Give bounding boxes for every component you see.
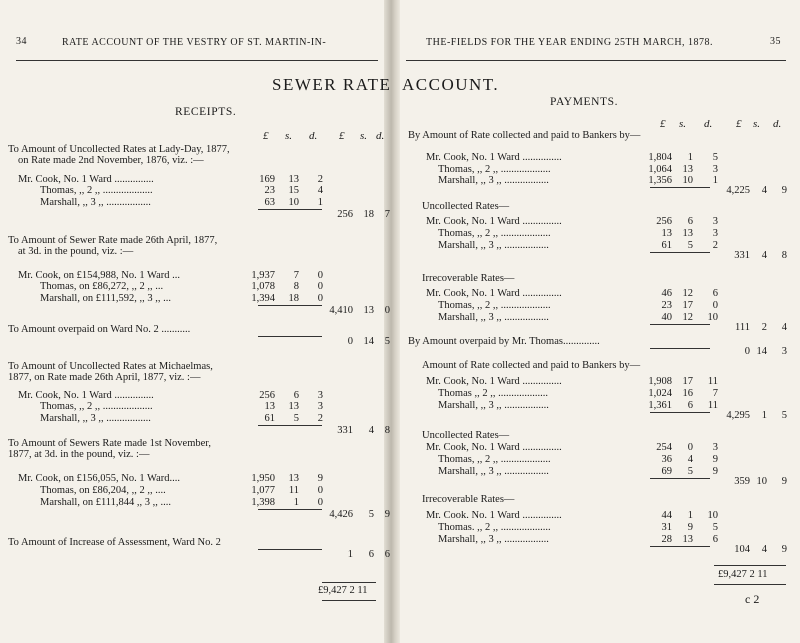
payments-subtotal-cell: 0 [744,346,750,357]
payments-subtotal-cell: 4,225 [726,185,750,196]
payments-amount-cell: 23 [661,300,672,311]
receipts-subtotal-cell: 0 [384,305,390,316]
receipts-subtotal-cell: 18 [363,209,374,220]
receipts-amount-cell: 23 [264,185,275,196]
receipts-amount-cell: 13 [288,401,299,412]
receipts-amount-cell: 9 [317,473,323,484]
receipts-currency-header: d. [376,130,385,142]
receipts-subtotal-cell: 331 [337,425,353,436]
receipts-amount-cell: 0 [317,293,323,304]
receipts-amount-cell: 1 [293,497,299,508]
payments-grand-total: £9,427 2 11 [718,569,768,580]
payments-amount-cell: 1,356 [648,175,672,186]
payments-line-text: Mr. Cook, No. 1 Ward ............... [426,216,562,227]
running-header-left: RATE ACCOUNT OF THE VESTRY OF ST. MARTIN-IN- [62,37,327,48]
receipts-currency-header: d. [309,130,318,142]
payments-amount-cell: 5 [687,466,693,477]
receipts-amount-cell: 4 [317,185,323,196]
payments-amount-cell: 1,804 [648,152,672,163]
payments-amount-cell: 6 [687,216,693,227]
receipts-currency-header: £ [263,130,269,142]
receipts-line-text: Mr. Cook, No. 1 Ward ............... [18,174,154,185]
receipts-heading: RECEIPTS. [175,106,237,118]
receipts-amount-cell: 11 [288,485,299,496]
payments-line-text: Thomas, ,, 2 ,, ................... [438,454,551,465]
payments-amount-cell: 10 [682,175,693,186]
payments-amount-cell: 69 [661,466,672,477]
payments-amount-cell: 12 [682,312,693,323]
receipts-line-text: Marshall, on £111,844 ,, 3 ,, .... [40,497,172,508]
payments-amount-cell: 5 [687,240,693,251]
receipts-amount-cell: 0 [317,485,323,496]
receipts-currency-header: £ [339,130,345,142]
receipts-amount-cell: 2 [317,174,323,185]
receipts-total-rule-bottom [322,600,376,601]
payments-amount-cell: 3 [712,442,718,453]
receipts-line-text: on Rate made 2nd November, 1876, viz. :— [18,155,204,166]
payments-subtotal-cell: 5 [781,410,787,421]
receipts-subtotal-rule [258,549,322,550]
receipts-amount-cell: 10 [288,197,299,208]
receipts-amount-cell: 6 [293,390,299,401]
page-number-right: 35 [770,36,781,47]
payments-line-text: Thomas, ,, 2 ,, ................... [438,164,551,175]
payments-amount-cell: 1,908 [648,376,672,387]
payments-line-text: Mr. Cook, No. 1 Ward ............... [426,152,562,163]
receipts-subtotal-cell: 6 [384,549,390,560]
receipts-grand-total: £9,427 2 11 [318,585,368,596]
payments-subtotal-rule [650,412,710,413]
receipts-amount-cell: 13 [288,473,299,484]
receipts-subtotal-rule [258,305,322,306]
payments-amount-cell: 16 [682,388,693,399]
receipts-line-text: at 3d. in the pound, viz. :— [18,246,134,257]
receipts-line-text: Mr. Cook, on £154,988, No. 1 Ward ... [18,270,181,281]
receipts-amount-cell: 1,937 [251,270,275,281]
header-rule-right [406,60,786,61]
payments-subtotal-cell: 9 [781,476,787,487]
payments-subtotal-rule [650,187,710,188]
receipts-line-text: Marshall, ,, 3 ,, ................. [40,197,151,208]
payments-amount-cell: 13 [682,534,693,545]
receipts-currency-header: s. [285,130,293,142]
payments-subtotal-cell: 8 [781,250,787,261]
receipts-amount-cell: 5 [293,413,299,424]
payments-amount-cell: 11 [707,376,718,387]
payments-subtotal-cell: 359 [734,476,750,487]
receipts-amount-cell: 1,398 [251,497,275,508]
receipts-amount-cell: 0 [317,497,323,508]
payments-subtotal-cell: 111 [735,322,750,333]
receipts-subtotal-rule [258,425,322,426]
receipts-line-text: Mr. Cook, No. 1 Ward ............... [18,390,154,401]
receipts-line-text: Thomas, on £86,272, ,, 2 ,, ... [40,281,164,292]
receipts-amount-cell: 0 [317,270,323,281]
payments-amount-cell: 0 [687,442,693,453]
receipts-subtotal-cell: 8 [384,425,390,436]
payments-line-text: Marshall, ,, 3 ,, ................. [438,175,549,186]
payments-amount-cell: 1 [687,152,693,163]
payments-amount-cell: 61 [661,240,672,251]
receipts-subtotal-cell: 5 [384,336,390,347]
payments-line-text: Thomas, ,, 2 ,, ................... [438,300,551,311]
payments-subtotal-cell: 1 [761,410,767,421]
payments-amount-cell: 0 [712,300,718,311]
payments-subtotal-cell: 331 [734,250,750,261]
payments-currency-header: s. [679,118,687,130]
payments-subtotal-cell: 2 [761,322,767,333]
receipts-amount-cell: 13 [288,174,299,185]
receipts-amount-cell: 61 [264,413,275,424]
payments-line-text: Marshall, ,, 3 ,, ................. [438,312,549,323]
payments-amount-cell: 5 [712,522,718,533]
payments-subtotal-rule [650,478,710,479]
page-number-left: 34 [16,36,27,47]
payments-line-text: Marshall, ,, 3 ,, ................. [438,240,549,251]
receipts-amount-cell: 3 [317,401,323,412]
payments-amount-cell: 10 [707,510,718,521]
payments-amount-cell: 36 [661,454,672,465]
receipts-subtotal-cell: 5 [368,509,374,520]
receipts-line-text: To Amount of Sewer Rate made 26th April, 1877, [8,235,218,246]
payments-amount-cell: 4 [687,454,693,465]
receipts-amount-cell: 1,394 [251,293,275,304]
receipts-subtotal-cell: 6 [368,549,374,560]
title-left: SEWER RATE [272,75,392,94]
receipts-line-text: 1877, on Rate made 26th April, 1877, viz. :— [8,372,201,383]
receipts-line-text: To Amount of Sewers Rate made 1st November, [8,438,211,449]
payments-line-text: Thomas ,, 2 ,, ................... [438,388,548,399]
payments-line-text: Marshall, ,, 3 ,, ................. [438,466,549,477]
payments-line-text: Marshall, ,, 3 ,, ................. [438,534,549,545]
payments-subtotal-cell: 14 [756,346,767,357]
receipts-subtotal-cell: 4 [368,425,374,436]
receipts-subtotal-cell: 256 [337,209,353,220]
title-right: ACCOUNT. [402,75,500,94]
payments-line-text: Thomas, ,, 2 ,, ................... [438,228,551,239]
payments-currency-header: d. [704,118,713,130]
payments-heading: PAYMENTS. [550,96,619,108]
payments-amount-cell: 40 [661,312,672,323]
receipts-subtotal-cell: 14 [363,336,374,347]
payments-currency-header: s. [753,118,761,130]
payments-amount-cell: 1,024 [648,388,672,399]
payments-amount-cell: 1 [712,175,718,186]
receipts-line-text: To Amount overpaid on Ward No. 2 ........... [8,324,191,335]
payments-subtotal-cell: 9 [781,544,787,555]
receipts-amount-cell: 7 [293,270,299,281]
payments-amount-cell: 31 [661,522,672,533]
payments-subtotal-rule [650,546,710,547]
receipts-subtotal-rule [258,509,322,510]
payments-amount-cell: 46 [661,288,672,299]
payments-currency-header: d. [773,118,782,130]
payments-line-text: Irrecoverable Rates— [422,494,515,505]
receipts-amount-cell: 169 [259,174,275,185]
payments-amount-cell: 3 [712,228,718,239]
receipts-amount-cell: 1,950 [251,473,275,484]
payments-amount-cell: 254 [656,442,672,453]
payments-line-text: Thomas. ,, 2 ,, ................... [438,522,551,533]
receipts-amount-cell: 3 [317,390,323,401]
payments-line-text: Mr. Cook, No. 1 Ward ............... [426,376,562,387]
payments-line-text: Uncollected Rates— [422,430,510,441]
payments-subtotal-cell: 4 [781,322,787,333]
receipts-line-text: To Amount of Increase of Assessment, Ward No. 2 [8,537,221,548]
payments-amount-cell: 13 [682,228,693,239]
receipts-amount-cell: 2 [317,413,323,424]
payments-amount-cell: 17 [682,376,693,387]
payments-amount-cell: 7 [712,388,718,399]
payments-amount-cell: 1,064 [648,164,672,175]
receipts-amount-cell: 13 [264,401,275,412]
payments-amount-cell: 1,361 [648,400,672,411]
payments-line-text: Irrecoverable Rates— [422,273,515,284]
payments-amount-cell: 5 [712,152,718,163]
payments-subtotal-cell: 10 [756,476,767,487]
payments-line-text: Mr. Cook. No. 1 Ward ............... [426,510,562,521]
receipts-amount-cell: 1,078 [251,281,275,292]
payments-amount-cell: 10 [707,312,718,323]
payments-line-text: Mr. Cook, No. 1 Ward ............... [426,442,562,453]
receipts-line-text: 1877, at 3d. in the pound, viz. :— [8,449,150,460]
page-gutter [384,0,400,643]
receipts-amount-cell: 1,077 [251,485,275,496]
payments-amount-cell: 28 [661,534,672,545]
receipts-subtotal-rule [258,336,322,337]
receipts-line-text: To Amount of Uncollected Rates at Lady-Day, 1877, [8,144,230,155]
receipts-subtotal-rule [258,209,322,210]
signature-mark: c 2 [745,592,760,606]
payments-amount-cell: 11 [707,400,718,411]
receipts-line-text: Marshall, on £111,592, ,, 3 ,, ... [40,293,172,304]
receipts-total-rule-top [322,582,376,583]
receipts-subtotal-cell: 4,410 [329,305,353,316]
running-header-right: THE-FIELDS FOR THE YEAR ENDING 25TH MARCH, 1878. [426,37,714,48]
payments-subtotal-rule [650,252,710,253]
receipts-subtotal-cell: 9 [384,509,390,520]
payments-subtotal-cell: 4 [761,544,767,555]
payments-amount-cell: 12 [682,288,693,299]
receipts-line-text: To Amount of Uncollected Rates at Michaelmas, [8,361,213,372]
payments-amount-cell: 9 [712,454,718,465]
payments-subtotal-cell: 4,295 [726,410,750,421]
payments-amount-cell: 13 [661,228,672,239]
receipts-amount-cell: 8 [293,281,299,292]
payments-line-text: Mr. Cook, No. 1 Ward ............... [426,288,562,299]
receipts-subtotal-cell: 1 [347,549,353,560]
payments-amount-cell: 2 [712,240,718,251]
payments-amount-cell: 13 [682,164,693,175]
payments-total-rule-top [714,565,786,566]
receipts-amount-cell: 63 [264,197,275,208]
receipts-subtotal-cell: 7 [384,209,390,220]
receipts-line-text: Thomas, ,, 2 ,, ................... [40,185,153,196]
payments-amount-cell: 9 [687,522,693,533]
receipts-amount-cell: 1 [317,197,323,208]
payments-amount-cell: 256 [656,216,672,227]
payments-currency-header: £ [660,118,666,130]
receipts-line-text: Thomas, ,, 2 ,, ................... [40,401,153,412]
payments-subtotal-cell: 3 [781,346,787,357]
payments-amount-cell: 17 [682,300,693,311]
receipts-subtotal-cell: 4,426 [329,509,353,520]
receipts-currency-header: s. [360,130,368,142]
payments-line-text: Uncollected Rates— [422,201,510,212]
payments-amount-cell: 3 [712,164,718,175]
payments-subtotal-cell: 104 [734,544,750,555]
payments-subtotal-rule [650,324,710,325]
payments-amount-cell: 1 [687,510,693,521]
payments-line-text: By Amount overpaid by Mr. Thomas.............. [408,336,600,347]
payments-line-text: Amount of Rate collected and paid to Bankers by— [422,360,641,371]
payments-amount-cell: 6 [687,400,693,411]
receipts-amount-cell: 0 [317,281,323,292]
receipts-line-text: Marshall, ,, 3 ,, ................. [40,413,151,424]
receipts-amount-cell: 256 [259,390,275,401]
payments-total-rule-bottom [714,584,786,585]
payments-amount-cell: 3 [712,216,718,227]
payments-subtotal-rule [650,348,710,349]
payments-line-text: Marshall, ,, 3 ,, ................. [438,400,549,411]
payments-amount-cell: 44 [661,510,672,521]
payments-subtotal-cell: 4 [761,185,767,196]
payments-amount-cell: 6 [712,288,718,299]
receipts-line-text: Mr. Cook, on £156,055, No. 1 Ward.... [18,473,181,484]
payments-subtotal-cell: 9 [781,185,787,196]
payments-subtotal-cell: 4 [761,250,767,261]
receipts-subtotal-cell: 0 [347,336,353,347]
receipts-amount-cell: 15 [288,185,299,196]
payments-amount-cell: 6 [712,534,718,545]
receipts-line-text: Thomas, on £86,204, ,, 2 ,, .... [40,485,166,496]
payments-currency-header: £ [736,118,742,130]
payments-amount-cell: 9 [712,466,718,477]
header-rule-left [16,60,378,61]
payments-line-text: By Amount of Rate collected and paid to Bankers by— [408,130,641,141]
receipts-subtotal-cell: 13 [363,305,374,316]
receipts-amount-cell: 18 [288,293,299,304]
